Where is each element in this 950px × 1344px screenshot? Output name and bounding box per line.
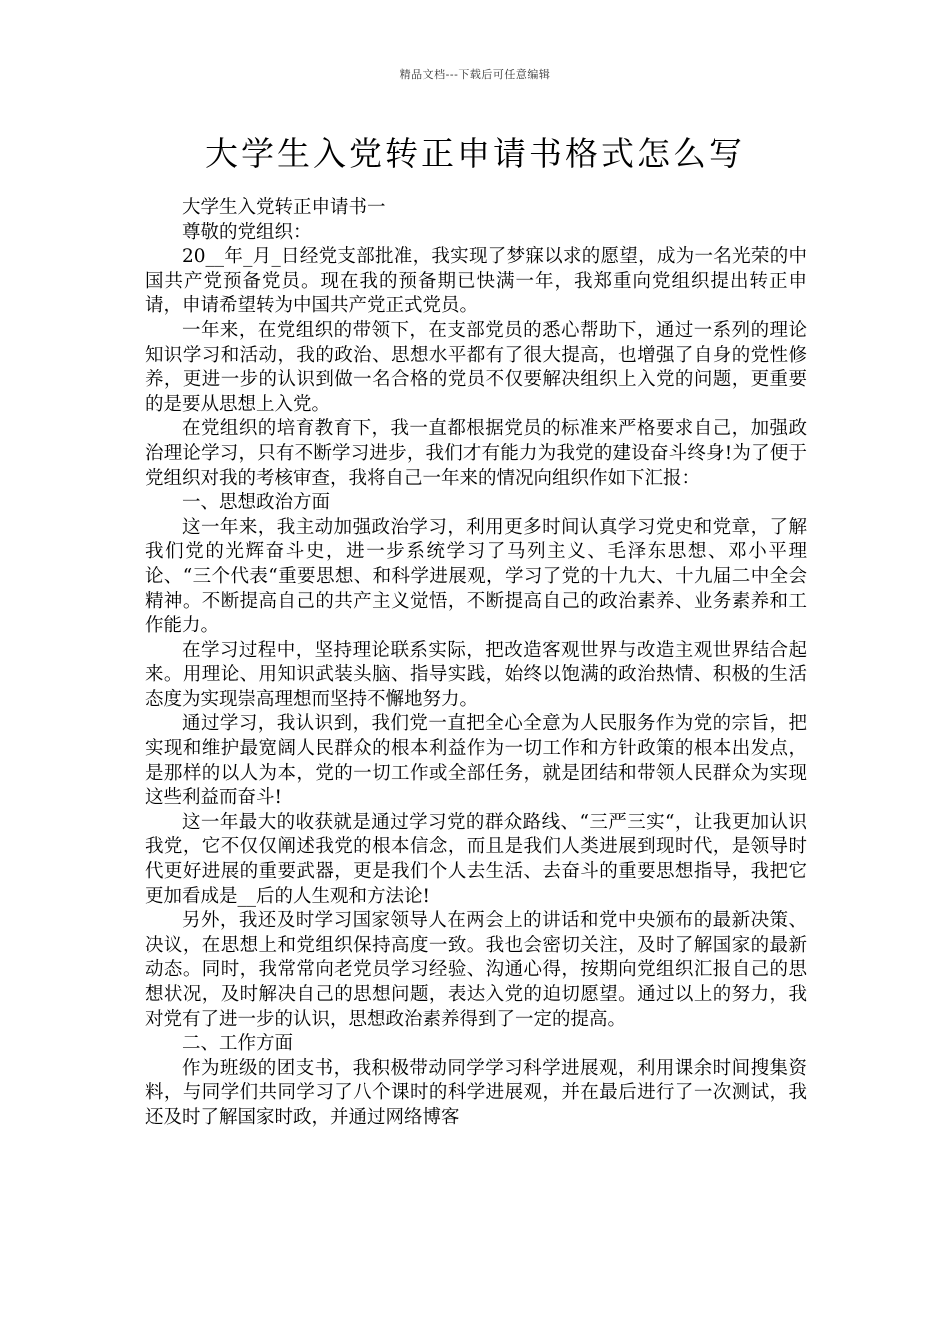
header-note: 精品文档---下载后可任意编辑 xyxy=(399,68,551,81)
paragraph: 另外，我还及时学习国家领导人在两会上的讲话和党中央颁布的最新决策、决议，在思想上和党组织保持高度一致。我也会密切关注，及时了解国家的最新动态。同时，我常常向老党员学习经验、沟通心得，按期向党组织汇报自己的思想状况，及时解决自己的思想问题，表达入党的迫切愿望。通过以上的努力，我对党有了进一步的认识，思想政治素养得到了一定的提高。 xyxy=(145,910,807,1030)
paragraph: 在党组织的培育教育下，我一直都根据党员的标准来严格要求自己，加强政治理论学习，只有不断学习进步，我们才有能力为我党的建设奋斗终身!为了便于党组织对我的考核审查，我将自己一年来的情况向组织作如下汇报： xyxy=(145,418,807,489)
document-title: 大学生入党转正申请书格式怎么写 xyxy=(205,134,745,173)
document-body xyxy=(145,196,807,1131)
paragraph-subtitle: 大学生入党转正申请书一 xyxy=(182,197,386,218)
paragraph: 通过学习，我认识到，我们党一直把全心全意为人民服务作为党的宗旨，把实现和维护最宽阔人民群众的根本利益作为一切工作和方针政策的根本出发点，是那样的以人为本，党的一切工作或全部任务，就是团结和带领人民群众为实现这些利益而奋斗! xyxy=(145,713,807,809)
section-heading: 二、工作方面 xyxy=(182,1033,294,1055)
paragraph: 作为班级的团支书，我积极带动同学学习科学进展观，利用课余时间搜集资料，与同学们共同学习了八个课时的科学进展观，并在最后进行了一次测试，我还及时了解国家时政，并通过网络博客 xyxy=(145,1057,807,1128)
paragraph-salutation: 尊敬的党组织： xyxy=(182,221,312,243)
section-heading: 一、思想政治方面 xyxy=(182,492,331,514)
paragraph: 20__年_月_日经党支部批准，我实现了梦寐以求的愿望，成为一名光荣的中国共产党预备党员。现在我的预备期已快满一年，我郑重向党组织提出转正申请，申请希望转为中国共产党正式党员。 xyxy=(145,246,807,317)
paragraph: 这一年最大的收获就是通过学习党的群众路线、“三严三实“，让我更加认识我党，它不仅仅阐述我党的根本信念，而且是我们人类进展到现时代，是领导时代更好进展的重要武器，更是我们个人去生活、去奋斗的重要思想指导，我把它更加看成是__后的人生观和方法论! xyxy=(145,811,807,907)
paragraph: 一年来，在党组织的带领下，在支部党员的悉心帮助下，通过一系列的理论知识学习和活动，我的政治、思想水平都有了很大提高，也增强了自身的党性修养，更进一步的认识到做一名合格的党员不仅要解决组织上入党的问题，更重要的是要从思想上入党。 xyxy=(145,319,807,415)
paragraph: 在学习过程中，坚持理论联系实际，把改造客观世界与改造主观世界结合起来。用理论、用知识武装头脑、指导实践，始终以饱满的政治热情、积极的生活态度为实现崇高理想而坚持不懈地努力。 xyxy=(145,639,807,710)
paragraph: 这一年来，我主动加强政治学习，利用更多时间认真学习党史和党章，了解我们党的光辉奋斗史，进一步系统学习了马列主义、毛泽东思想、邓小平理论、“三个代表“重要思想、和科学进展观，学习了党的十九大、十九届二中全会精神。不断提高自己的共产主义觉悟，不断提高自己的政治素养、业务素养和工作能力。 xyxy=(145,516,807,637)
